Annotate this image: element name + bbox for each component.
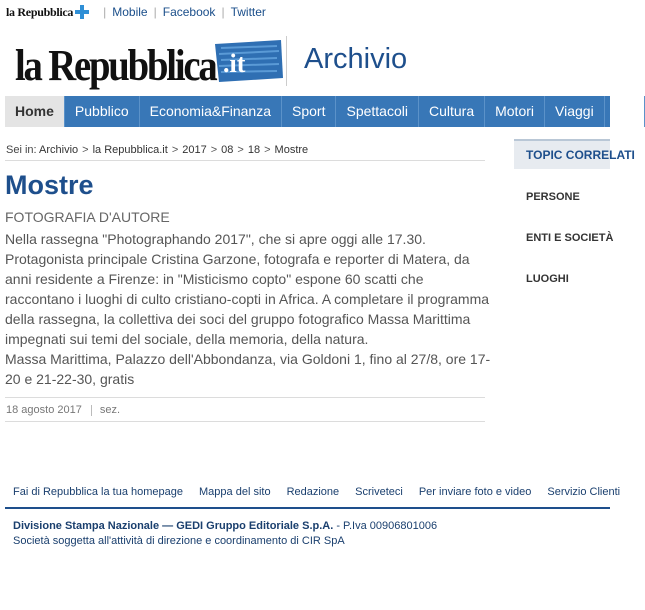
legal-company: Divisione Stampa Nazionale — GEDI Gruppo Editoriale S.p.A. xyxy=(13,520,334,532)
legal-subsidiary-note: Società soggetta all'attività di direzione e coordinamento di CIR SpA xyxy=(13,535,345,547)
nav-item-economia-finanza[interactable]: Economia&Finanza xyxy=(140,96,282,127)
site-header xyxy=(15,34,610,88)
article-meta xyxy=(6,404,120,416)
mobile-link[interactable]: Mobile xyxy=(112,5,148,19)
sidebar-item-enti-societa[interactable]: ENTI E SOCIETÀ xyxy=(526,232,614,244)
legal-vat: - P.Iva 00906801006 xyxy=(333,520,438,532)
nav-item-viaggi[interactable]: Viaggi xyxy=(545,96,605,127)
brand-it-badge xyxy=(211,38,285,84)
nav-item-mo[interactable]: Mo xyxy=(605,96,645,127)
footer-divider xyxy=(5,507,610,509)
article-paragraph: Nella rassegna "Photographando 2017", che si apre oggi alle 17.30. Protagonista principale Cristina Garzone, fotografa e reporter di Matera, da anni residente a Firenze: in "Misticismo copto" espone 60 scatti che raccontano i luoghi di culto cristiano-copti in Africa. A completare il programma della rassegna, la collettiva dei soci del gruppo fotografico Massa Marittima impegnati sui temi del sociale, della memoria, della natura. xyxy=(5,231,490,347)
header-divider xyxy=(286,36,287,86)
footer-link-send-media[interactable]: Per inviare foto e video xyxy=(418,486,532,498)
article-date: 18 agosto 2017 xyxy=(6,404,82,416)
nav-item-pubblico[interactable]: Pubblico xyxy=(65,96,140,127)
nav-item-sport[interactable]: Sport xyxy=(282,96,336,127)
related-topics-sidebar xyxy=(514,139,635,285)
article-section: sez. xyxy=(99,404,121,416)
brand-name: la Repubblica xyxy=(15,41,216,90)
plus-icon[interactable] xyxy=(75,5,89,19)
breadcrumb-day[interactable]: 18 xyxy=(247,144,261,156)
legal-info xyxy=(13,520,437,532)
footer-link-scriveteci[interactable]: Scriveteci xyxy=(355,486,403,498)
brand-it-text: .it xyxy=(223,49,246,78)
nav-item-cultura[interactable]: Cultura xyxy=(419,96,485,127)
breadcrumb-year[interactable]: 2017 xyxy=(182,144,207,156)
footer-link-customer-service[interactable]: Servizio Clienti xyxy=(547,486,621,498)
nav-item-home[interactable]: Home xyxy=(5,96,65,127)
section-title[interactable]: Archivio xyxy=(304,43,408,75)
nav-item-motori[interactable]: Motori xyxy=(485,96,545,127)
breadcrumb-archivio[interactable]: Archivio xyxy=(39,144,79,156)
sidebar-heading: TOPIC CORRELATI xyxy=(514,139,610,169)
article-body xyxy=(5,229,493,389)
sidebar-item-persone[interactable]: PERSONE xyxy=(526,191,580,203)
footer-links xyxy=(5,484,621,500)
sidebar-item-luoghi[interactable]: LUOGHI xyxy=(526,273,569,285)
article-paragraph: Massa Marittima, Palazzo dell'Abbondanza, via Goldoni 1, fino al 27/8, ore 17-20 e 21-22-30, gratis xyxy=(5,351,491,387)
footer-link-sitemap[interactable]: Mappa del sito xyxy=(199,486,271,498)
divider xyxy=(5,397,485,398)
footer-link-homepage[interactable]: Fai di Repubblica la tua homepage xyxy=(13,486,184,498)
breadcrumb-current: Mostre xyxy=(274,144,309,156)
nav-item-spettacoli[interactable]: Spettacoli xyxy=(336,96,418,127)
top-utility-bar: la Repubblica | Mobile | Facebook | Twitter xyxy=(6,4,266,19)
mini-repubblica-logo[interactable]: la Repubblica xyxy=(6,4,74,19)
breadcrumb: Sei in: Archivio > la Repubblica.it > 2017 > 08 > 18 > Mostre xyxy=(6,144,309,156)
breadcrumb-repubblica[interactable]: la Repubblica.it xyxy=(92,144,168,156)
repubblica-logo[interactable] xyxy=(15,34,243,88)
article-kicker: FOTOGRAFIA D'AUTORE xyxy=(5,209,170,225)
article-title: Mostre xyxy=(5,170,94,200)
footer-link-redazione[interactable]: Redazione xyxy=(286,486,340,498)
facebook-link[interactable]: Facebook xyxy=(162,5,216,19)
breadcrumb-prefix: Sei in: xyxy=(6,144,37,156)
twitter-link[interactable]: Twitter xyxy=(230,5,266,19)
main-navigation xyxy=(5,96,635,127)
breadcrumb-month[interactable]: 08 xyxy=(221,144,234,156)
divider xyxy=(5,421,485,422)
divider xyxy=(5,160,485,161)
